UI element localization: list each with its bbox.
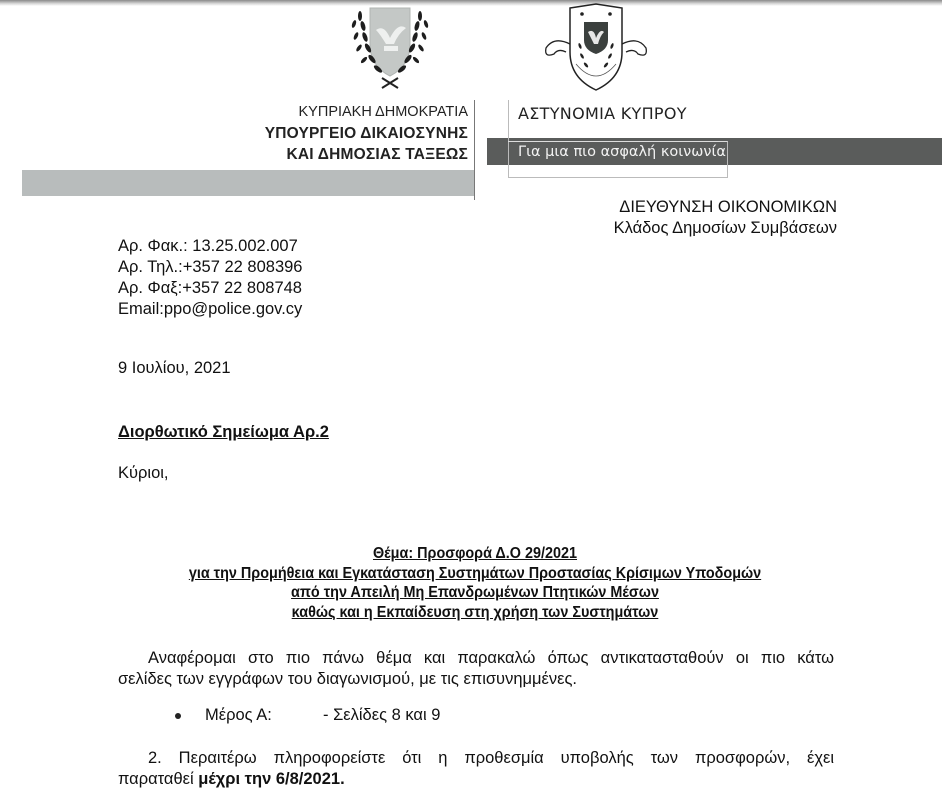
contact-block [118,236,302,320]
page-top-edge [0,0,942,6]
paragraph-2-line-1: 2. Περαιτέρω πληροφορείστε ότι η προθεσμία υποβολής των προσφορών, έχει [148,749,834,767]
ministry-name-line2: ΚΑΙ ΔΗΜΟΣΙΑΣ ΤΑΞΕΩΣ [286,146,468,163]
paragraph-1-line-1: Αναφέρομαι στο πιο πάνω θέμα και παρακαλώ όπως αντικατασταθούν οι πιο κάτω [148,649,834,667]
directorate-name: ΔΙΕΥΘΥΝΣΗ ΟΙΚΟΝΟΜΙΚΩΝ [619,198,837,216]
file-number: Αρ. Φακ.: 13.25.002.007 [118,237,298,255]
phone-number: Αρ. Τηλ.:+357 22 808396 [118,258,303,276]
greeting: Κύριοι, [118,464,169,482]
body-paragraph-2 [118,748,834,790]
branch-name: Κλάδος Δημοσίων Συμβάσεων [613,219,837,237]
header-divider [474,100,475,200]
paragraph-2-line-2 [118,769,834,790]
ministry-gray-bar [22,170,474,196]
email-address: Email:ppo@police.gov.cy [118,300,303,318]
subject-line-1: Θέμα: Προσφορά Δ.Ο 29/2021 [372,545,578,562]
cyprus-police-emblem-icon [540,2,652,92]
police-organization-title: ΑΣΤΥΝΟΜΙΑ ΚΥΠΡΟΥ [518,104,687,123]
letter-date: 9 Ιουλίου, 2021 [118,359,231,377]
subject-block [110,544,840,622]
paragraph-1-line-2: σελίδες των εγγράφων του διαγωνισμού, με τις επισυνημμένες. [118,670,578,688]
subject-line-4: καθώς και η Εκπαίδευση στη χρήση των Συστημάτων [291,603,659,621]
fax-number: Αρ. Φαξ:+357 22 808748 [118,279,302,297]
country-name: ΚΥΠΡΙΑΚΗ ΔΗΜΟΚΡΑΤΙΑ [298,104,468,120]
ministry-name-line1: ΥΠΟΥΡΓΕΙΟ ΔΙΚΑΙΟΣΥΝΗΣ [264,125,468,142]
bullet-value: - Σελίδες 8 και 9 [323,706,441,724]
cyprus-coat-of-arms-icon [340,4,440,90]
police-motto: Για μια πιο ασφαλή κοινωνία [518,144,726,160]
subject-line-2: για την Προμήθεια και Εγκατάσταση Συστημάτων Προστασίας Κρίσιμων Υποδομών [188,564,762,582]
bullet-label: Μέρος Α: [205,706,272,724]
deadline-date: μέχρι την 6/8/2021. [198,770,345,788]
bullet-dot-icon [175,713,181,719]
subject-line-3: από την Απειλή Μη Επανδρωμένων Πτητικών Μέσων [291,584,659,601]
body-paragraph-1 [118,648,834,690]
paragraph-2-text: παραταθεί [118,770,199,788]
corrigendum-title: Διορθωτικό Σημείωμα Αρ.2 [118,423,329,441]
